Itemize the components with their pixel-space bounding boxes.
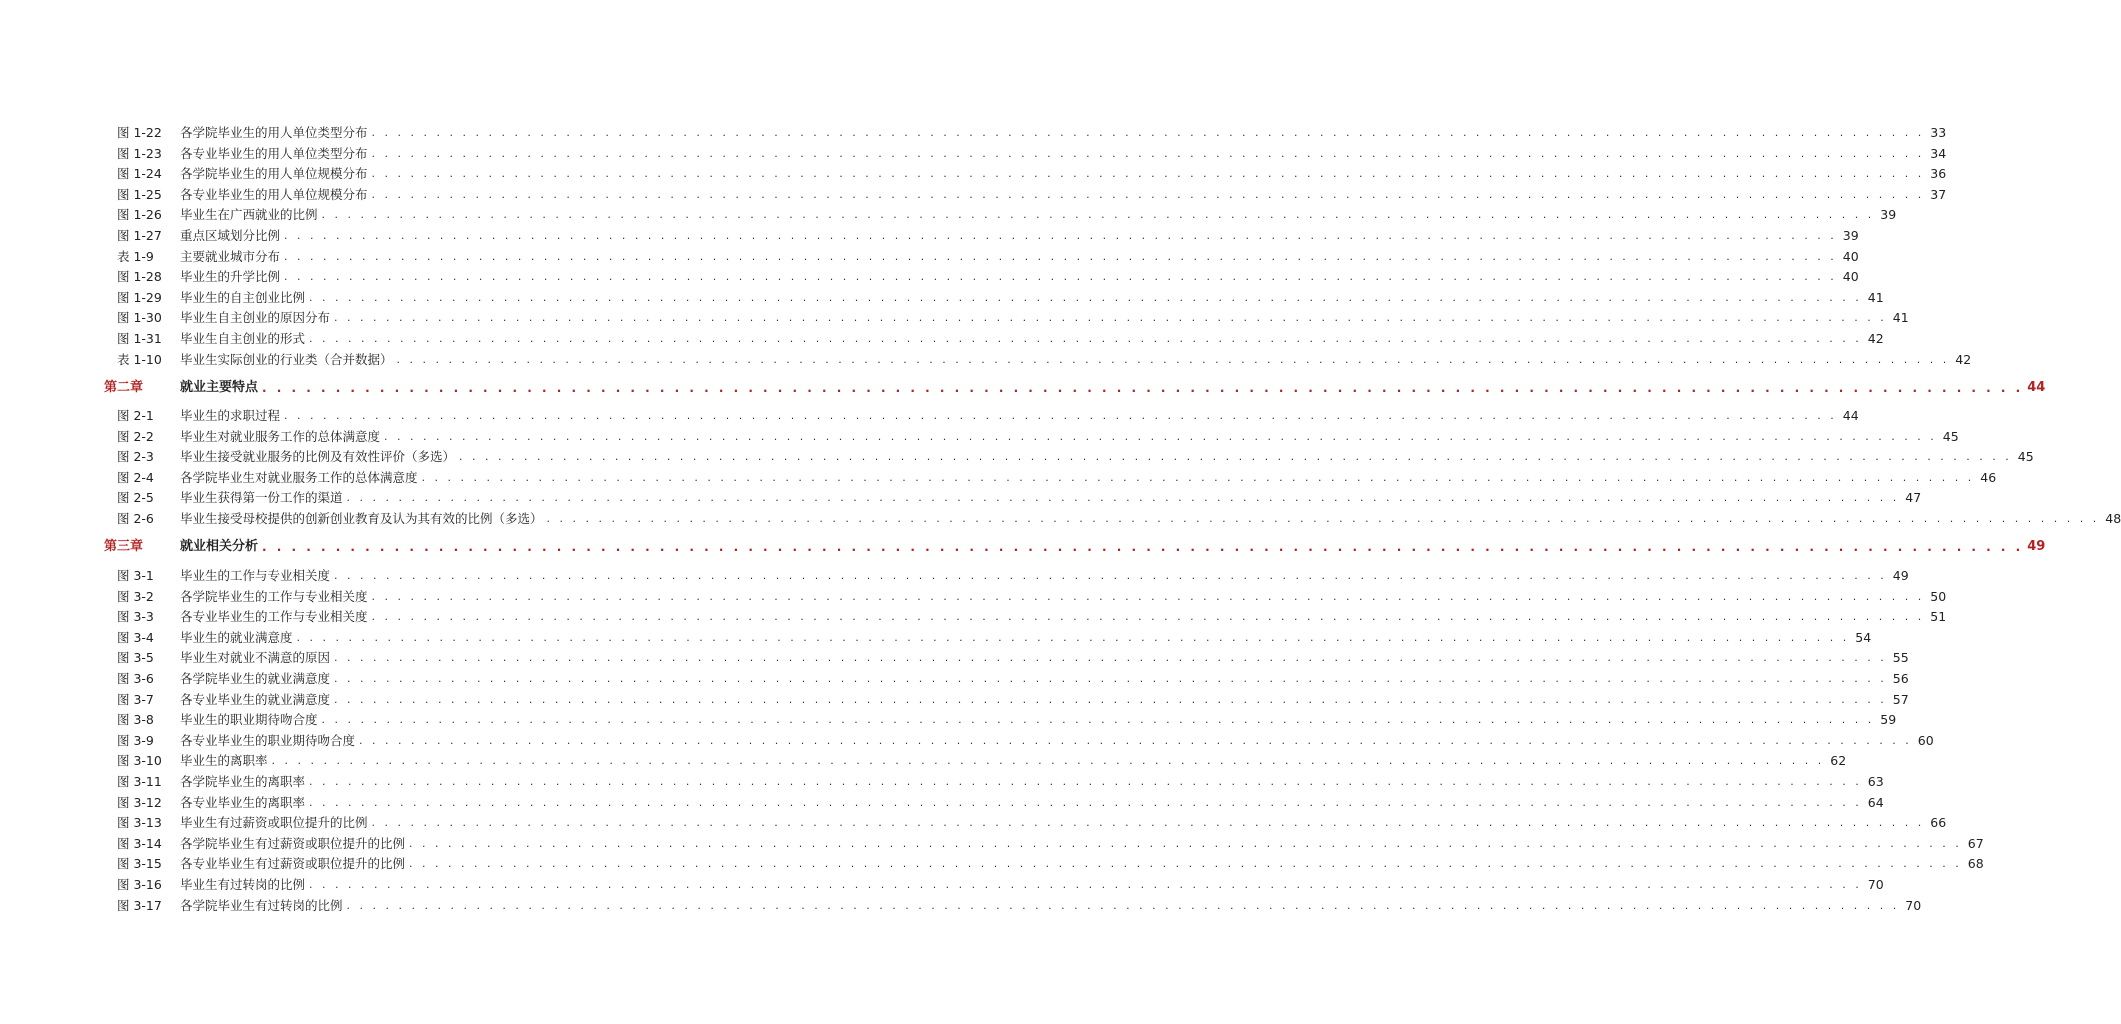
dot-leader: . . . . . . . . . . . . . . . . . . . . . . . . . . . . . . . . . . . . . . . . . . . . . . . . . . . . . . . . . . . . . . . . . . . . . . . . . . . . . . . . . . . . . . . . . . . . . . . . . . . . . . . . . . . . . . . . . . . . . . . . [346,899,1900,912]
toc-entry-label: 图 2-2 [117,429,154,444]
dot-leader: . . . . . . . . . . . . . . . . . . . . . . . . . . . . . . . . . . . . . . . . . . . . . . . . . . . . . . . . . . . . . . . . . . . . . . . . . . . . . . . . . . . . . . . . . . . . . . . . . . . . . . . . . . . . . . . . . . . . . . . . [309,878,1862,891]
toc-entry-title-line [180,468,1997,488]
toc-entry[interactable] [0,427,1959,447]
toc-entry-title-line [180,772,1884,792]
toc-entry[interactable] [0,648,1909,668]
toc-entry-title: 毕业生在广西就业的比例 [180,205,322,225]
toc-entry-label: 图 2-4 [117,470,154,485]
toc-entry-page: 48 [2099,509,2121,529]
toc-entry-title-line [180,164,1947,184]
toc-entry-page: 47 [1899,488,1921,508]
toc-entry-label: 图 3-8 [117,712,154,727]
toc-entry-title: 各学院毕业生对就业服务工作的总体满意度 [180,468,422,488]
toc-entry-label: 图 3-14 [117,836,162,851]
toc-entry-title-line [180,648,1909,668]
toc-entry-title-line [180,854,1984,874]
toc-entry[interactable] [0,509,2121,529]
toc-entry-title-line [180,447,2034,467]
toc-entry[interactable] [0,669,1909,689]
toc-entry-page: 51 [1924,607,1946,627]
dot-leader: . . . . . . . . . . . . . . . . . . . . . . . . . . . . . . . . . . . . . . . . . . . . . . . . . . . . . . . . . . . . . . . . . . . . . . . . . . . . . . . . . . . . . . . . . . . . . . . . . . . . . . . . . . . . . . . . . . . . . . . . [371,188,1925,201]
toc-entry-label: 图 3-10 [117,753,162,768]
toc-entry-label: 图 3-13 [117,815,162,830]
toc-entry[interactable] [0,793,1884,813]
toc-entry-label: 表 1-9 [117,249,154,264]
toc-entry-label: 图 1-28 [117,269,162,284]
dot-leader: . . . . . . . . . . . . . . . . . . . . . . . . . . . . . . . . . . . . . . . . . . . . . . . . . . . . . . . . . . . . . . . . . . . . . . . . . . . . . . . . . . . . . . . . . . . . . . . . . . . . . . . . . . . . . . . . . . . . . . . . [334,311,1887,324]
dot-leader: . . . . . . . . . . . . . . . . . . . . . . . . . . . . . . . . . . . . . . . . . . . . . . . . . . . . . . . . . . . . . . . . . . . . . . . . . . . . . . . . . . . . . . . . . . . . . . . . . . . . . . . . . . . . . . . . . . . . . . . . [371,590,1925,603]
toc-entry-label: 图 3-7 [117,692,154,707]
dot-leader: . . . . . . . . . . . . . . . . . . . . . . . . . . . . . . . . . . . . . . . . . . . . . . . . . . . . . . . . . . . . . . . . . . . . . . . . . . . . . . . . . . . . . . . . . . . . . . . . . . . . . . . . . . . . . . . . . . . . . . . . [371,816,1925,829]
toc-entry-title-line [180,123,1947,143]
dot-leader: . . . . . . . . . . . . . . . . . . . . . . . . . . . . . . . . . . . . . . . . . . . . . . . . . . . . . . . . . . . . . . . . . . . . . . . . . . . . . . . . . . . . . . . . . . . . . . . . . . . . . . . . . . . . . . . . . . . . . . . . [262,540,2024,554]
toc-entry-page: 55 [1887,648,1909,668]
toc-entry-title: 毕业生自主创业的原因分布 [180,308,334,328]
toc-entry-title-line [180,875,1884,895]
dot-leader: . . . . . . . . . . . . . . . . . . . . . . . . . . . . . . . . . . . . . . . . . . . . . . . . . . . . . . . . . . . . . . . . . . . . . . . . . . . . . . . . . . . . . . . . . . . . . . . . . . . . . . . . . . . . . . . . . . . . . . . . [359,734,1912,747]
chapter-title: 就业主要特点 [180,380,259,395]
toc-entry-label: 图 3-9 [117,733,154,748]
toc-entry-title: 各学院毕业生的离职率 [180,772,309,792]
toc-entry-page: 37 [1924,185,1946,205]
toc-entry-label: 图 2-5 [117,490,154,505]
toc-entry-page: 41 [1862,288,1884,308]
toc-entry-label: 图 3-1 [117,568,154,583]
toc-chapter[interactable] [0,537,2046,557]
toc-entry-label: 图 3-3 [117,609,154,624]
dot-leader: . . . . . . . . . . . . . . . . . . . . . . . . . . . . . . . . . . . . . . . . . . . . . . . . . . . . . . . . . . . . . . . . . . . . . . . . . . . . . . . . . . . . . . . . . . . . . . . . . . . . . . . . . . . . . . . . . . . . . . . . [262,381,2024,395]
chapter-page: 49 [2027,539,2046,554]
toc-entry-label: 图 3-16 [117,877,162,892]
toc-entry[interactable] [0,731,1934,751]
toc-entry[interactable] [0,566,1909,586]
toc-entry-title-line [180,185,1947,205]
dot-leader: . . . . . . . . . . . . . . . . . . . . . . . . . . . . . . . . . . . . . . . . . . . . . . . . . . . . . . . . . . . . . . . . . . . . . . . . . . . . . . . . . . . . . . . . . . . . . . . . . . . . . . . . . . . . . . . . . . . . . . . . [309,291,1862,304]
toc-entry-page: 45 [1937,427,1959,447]
toc-entry-page: 44 [1837,406,1859,426]
toc-entry-title: 各专业毕业生有过薪资或职位提升的比例 [180,854,409,874]
toc-entry-page: 67 [1962,834,1984,854]
dot-leader: . . . . . . . . . . . . . . . . . . . . . . . . . . . . . . . . . . . . . . . . . . . . . . . . . . . . . . . . . . . . . . . . . . . . . . . . . . . . . . . . . . . . . . . . . . . . . . . . . . . . . . . . . . . . . . . . . . . . . . . . [309,775,1862,788]
dot-leader: . . . . . . . . . . . . . . . . . . . . . . . . . . . . . . . . . . . . . . . . . . . . . . . . . . . . . . . . . . . . . . . . . . . . . . . . . . . . . . . . . . . . . . . . . . . . . . . . . . . . . . . . . . . . . . . . . . . . . . . . [334,651,1887,664]
toc-entry-title-line [180,509,2121,529]
dot-leader: . . . . . . . . . . . . . . . . . . . . . . . . . . . . . . . . . . . . . . . . . . . . . . . . . . . . . . . . . . . . . . . . . . . . . . . . . . . . . . . . . . . . . . . . . . . . . . . . . . . . . . . . . . . . . . . . . . . . . . . . [284,229,1837,242]
toc-entry-label: 图 2-3 [117,449,154,464]
toc-entry-title: 各学院毕业生有过转岗的比例 [180,896,347,916]
toc-entry[interactable] [0,308,1909,328]
toc-entry[interactable] [0,329,1884,349]
toc-entry-title: 各学院毕业生的用人单位类型分布 [180,123,372,143]
toc-entry-page: 45 [2012,447,2034,467]
chapter-label: 第二章 [104,380,144,395]
toc-entry-page: 40 [1837,267,1859,287]
toc-entry-page: 54 [1849,628,1871,648]
toc-entry-title-line [180,329,1884,349]
toc-entry-label: 图 3-12 [117,795,162,810]
toc-entry-title: 毕业生的自主创业比例 [180,288,309,308]
toc-entry-title: 毕业生的职业期待吻合度 [180,710,322,730]
toc-entry-title: 毕业生接受就业服务的比例及有效性评价（多选） [180,447,459,467]
toc-entry[interactable] [0,772,1884,792]
toc-entry-label: 图 1-26 [117,207,162,222]
dot-leader: . . . . . . . . . . . . . . . . . . . . . . . . . . . . . . . . . . . . . . . . . . . . . . . . . . . . . . . . . . . . . . . . . . . . . . . . . . . . . . . . . . . . . . . . . . . . . . . . . . . . . . . . . . . . . . . . . . . . . . . . [334,569,1887,582]
toc-entry-title-line [180,751,1847,771]
toc-entry-label: 图 1-24 [117,166,162,181]
toc-entry-title: 毕业生的就业满意度 [180,628,297,648]
toc-entry[interactable] [0,144,1947,164]
toc-entry[interactable] [0,628,1872,648]
toc-entry-title: 各学院毕业生的用人单位规模分布 [180,164,372,184]
toc-entry-page: 60 [1912,731,1934,751]
toc-entry-title: 主要就业城市分布 [180,247,284,267]
dot-leader: . . . . . . . . . . . . . . . . . . . . . . . . . . . . . . . . . . . . . . . . . . . . . . . . . . . . . . . . . . . . . . . . . . . . . . . . . . . . . . . . . . . . . . . . . . . . . . . . . . . . . . . . . . . . . . . . . . . . . . . . [371,126,1925,139]
toc-entry-title: 毕业生有过转岗的比例 [180,875,309,895]
toc-entry[interactable] [0,834,1984,854]
dot-leader: . . . . . . . . . . . . . . . . . . . . . . . . . . . . . . . . . . . . . . . . . . . . . . . . . . . . . . . . . . . . . . . . . . . . . . . . . . . . . . . . . . . . . . . . . . . . . . . . . . . . . . . . . . . . . . . . . . . . . . . . [409,857,1962,870]
toc-entry-title-line [180,267,1859,287]
dot-leader: . . . . . . . . . . . . . . . . . . . . . . . . . . . . . . . . . . . . . . . . . . . . . . . . . . . . . . . . . . . . . . . . . . . . . . . . . . . . . . . . . . . . . . . . . . . . . . . . . . . . . . . . . . . . . . . . . . . . . . . . [371,167,1925,180]
toc-entry-title: 各学院毕业生的就业满意度 [180,669,334,689]
toc-entry-label: 图 3-11 [117,774,162,789]
toc-entry-page: 64 [1862,793,1884,813]
toc-entry-title: 各学院毕业生有过薪资或职位提升的比例 [180,834,409,854]
dot-leader: . . . . . . . . . . . . . . . . . . . . . . . . . . . . . . . . . . . . . . . . . . . . . . . . . . . . . . . . . . . . . . . . . . . . . . . . . . . . . . . . . . . . . . . . . . . . . . . . . . . . . . . . . . . . . . . . . . . . . . . . [284,409,1837,422]
toc-entry-label: 图 1-25 [117,187,162,202]
toc-entry-label: 图 2-6 [117,511,154,526]
toc-entry-title: 各专业毕业生的用人单位规模分布 [180,185,372,205]
toc-entry-title-line [180,205,1897,225]
toc-entry-title: 各专业毕业生的工作与专业相关度 [180,607,372,627]
dot-leader: . . . . . . . . . . . . . . . . . . . . . . . . . . . . . . . . . . . . . . . . . . . . . . . . . . . . . . . . . . . . . . . . . . . . . . . . . . . . . . . . . . . . . . . . . . . . . . . . . . . . . . . . . . . . . . . . . . . . . . . . [459,450,2012,463]
toc-entry-label: 图 1-31 [117,331,162,346]
toc-entry[interactable] [0,710,1897,730]
toc-entry-page: 68 [1962,854,1984,874]
toc-entry[interactable] [0,226,1859,246]
toc-entry-label: 图 1-30 [117,310,162,325]
toc-entry-page: 59 [1874,710,1896,730]
chapter-title-line [180,378,2046,398]
toc-entry-title: 重点区域划分比例 [180,226,284,246]
toc-entry-title: 各专业毕业生的就业满意度 [180,690,334,710]
toc-entry[interactable] [0,185,1947,205]
dot-leader: . . . . . . . . . . . . . . . . . . . . . . . . . . . . . . . . . . . . . . . . . . . . . . . . . . . . . . . . . . . . . . . . . . . . . . . . . . . . . . . . . . . . . . . . . . . . . . . . . . . . . . . . . . . . . . . . . . . . . . . . [309,796,1862,809]
toc-entry-page: 33 [1924,123,1946,143]
toc-entry-title-line [180,406,1859,426]
dot-leader: . . . . . . . . . . . . . . . . . . . . . . . . . . . . . . . . . . . . . . . . . . . . . . . . . . . . . . . . . . . . . . . . . . . . . . . . . . . . . . . . . . . . . . . . . . . . . . . . . . . . . . . . . . . . . . . . . . . . . . . . [409,837,1962,850]
toc-entry[interactable] [0,406,1859,426]
toc-entry-title: 毕业生的求职过程 [180,406,284,426]
toc-entry-title: 各专业毕业生的离职率 [180,793,309,813]
toc-entry-label: 图 1-23 [117,146,162,161]
toc-entry-page: 41 [1887,308,1909,328]
toc-entry[interactable] [0,896,1922,916]
toc-entry-title: 各专业毕业生的职业期待吻合度 [180,731,359,751]
toc-entry[interactable] [0,350,1972,370]
toc-entry-page: 46 [1974,468,1996,488]
toc-entry-title: 毕业生获得第一份工作的渠道 [180,488,347,508]
toc-entry[interactable] [0,123,1947,143]
toc-entry-label: 图 1-27 [117,228,162,243]
toc-entry[interactable] [0,488,1922,508]
toc-entry-title-line [180,566,1909,586]
toc-entry-page: 49 [1887,566,1909,586]
toc-entry[interactable] [0,247,1859,267]
chapter-title-line [180,537,2046,557]
toc-entry-page: 36 [1924,164,1946,184]
toc-entry-title: 毕业生的工作与专业相关度 [180,566,334,586]
toc-entry-page: 39 [1837,226,1859,246]
dot-leader: . . . . . . . . . . . . . . . . . . . . . . . . . . . . . . . . . . . . . . . . . . . . . . . . . . . . . . . . . . . . . . . . . . . . . . . . . . . . . . . . . . . . . . . . . . . . . . . . . . . . . . . . . . . . . . . . . . . . . . . . [396,353,1950,366]
toc-entry-title-line [180,226,1859,246]
dot-leader: . . . . . . . . . . . . . . . . . . . . . . . . . . . . . . . . . . . . . . . . . . . . . . . . . . . . . . . . . . . . . . . . . . . . . . . . . . . . . . . . . . . . . . . . . . . . . . . . . . . . . . . . . . . . . . . . . . . . . . . . [284,250,1837,263]
toc-entry-label: 图 1-22 [117,125,162,140]
toc-entry-title: 毕业生对就业服务工作的总体满意度 [180,427,384,447]
toc-entry[interactable] [0,205,1897,225]
dot-leader: . . . . . . . . . . . . . . . . . . . . . . . . . . . . . . . . . . . . . . . . . . . . . . . . . . . . . . . . . . . . . . . . . . . . . . . . . . . . . . . . . . . . . . . . . . . . . . . . . . . . . . . . . . . . . . . . . . . . . . . . [296,631,1850,644]
chapter-label: 第三章 [104,539,144,554]
toc-entry-label: 图 3-15 [117,856,162,871]
toc-entry[interactable] [0,587,1947,607]
toc-entry-page: 57 [1887,690,1909,710]
toc-entry-page: 39 [1874,205,1896,225]
dot-leader: . . . . . . . . . . . . . . . . . . . . . . . . . . . . . . . . . . . . . . . . . . . . . . . . . . . . . . . . . . . . . . . . . . . . . . . . . . . . . . . . . . . . . . . . . . . . . . . . . . . . . . . . . . . . . . . . . . . . . . . . [334,693,1887,706]
toc-entry-title: 毕业生的升学比例 [180,267,284,287]
toc-entry-title-line [180,628,1872,648]
toc-entry-label: 表 1-10 [117,352,162,367]
toc-entry[interactable] [0,607,1947,627]
dot-leader: . . . . . . . . . . . . . . . . . . . . . . . . . . . . . . . . . . . . . . . . . . . . . . . . . . . . . . . . . . . . . . . . . . . . . . . . . . . . . . . . . . . . . . . . . . . . . . . . . . . . . . . . . . . . . . . . . . . . . . . . [546,512,2100,525]
dot-leader: . . . . . . . . . . . . . . . . . . . . . . . . . . . . . . . . . . . . . . . . . . . . . . . . . . . . . . . . . . . . . . . . . . . . . . . . . . . . . . . . . . . . . . . . . . . . . . . . . . . . . . . . . . . . . . . . . . . . . . . . [346,491,1900,504]
toc-entry-title-line [180,896,1922,916]
toc-entry-page: 42 [1949,350,1971,370]
toc-entry-page: 66 [1924,813,1946,833]
dot-leader: . . . . . . . . . . . . . . . . . . . . . . . . . . . . . . . . . . . . . . . . . . . . . . . . . . . . . . . . . . . . . . . . . . . . . . . . . . . . . . . . . . . . . . . . . . . . . . . . . . . . . . . . . . . . . . . . . . . . . . . . [371,610,1925,623]
toc-entry-title-line [180,731,1934,751]
toc-entry-title: 毕业生对就业不满意的原因 [180,648,334,668]
toc-entry-title-line [180,427,1959,447]
toc-entry-label: 图 3-17 [117,898,162,913]
toc-entry-page: 62 [1824,751,1846,771]
toc-entry-page: 50 [1924,587,1946,607]
toc-entry-title-line [180,690,1909,710]
toc-entry-title-line [180,350,1972,370]
toc-entry-title-line [180,834,1984,854]
toc-entry-title: 毕业生有过薪资或职位提升的比例 [180,813,372,833]
toc-entry-title: 毕业生自主创业的形式 [180,329,309,349]
toc-entry[interactable] [0,288,1884,308]
toc-entry-page: 40 [1837,247,1859,267]
toc-entry[interactable] [0,751,1847,771]
dot-leader: . . . . . . . . . . . . . . . . . . . . . . . . . . . . . . . . . . . . . . . . . . . . . . . . . . . . . . . . . . . . . . . . . . . . . . . . . . . . . . . . . . . . . . . . . . . . . . . . . . . . . . . . . . . . . . . . . . . . . . . . [371,147,1925,160]
toc-entry-label: 图 1-29 [117,290,162,305]
toc-entry-label: 图 3-5 [117,650,154,665]
toc-entry[interactable] [0,875,1884,895]
toc-entry-title: 毕业生的离职率 [180,751,272,771]
dot-leader: . . . . . . . . . . . . . . . . . . . . . . . . . . . . . . . . . . . . . . . . . . . . . . . . . . . . . . . . . . . . . . . . . . . . . . . . . . . . . . . . . . . . . . . . . . . . . . . . . . . . . . . . . . . . . . . . . . . . . . . . [309,332,1862,345]
toc-entry-page: 70 [1899,896,1921,916]
toc-entry[interactable] [0,854,1984,874]
toc-entry-label: 图 3-6 [117,671,154,686]
dot-leader: . . . . . . . . . . . . . . . . . . . . . . . . . . . . . . . . . . . . . . . . . . . . . . . . . . . . . . . . . . . . . . . . . . . . . . . . . . . . . . . . . . . . . . . . . . . . . . . . . . . . . . . . . . . . . . . . . . . . . . . . [271,754,1825,767]
toc-entry-page: 63 [1862,772,1884,792]
toc-entry-label: 图 3-2 [117,589,154,604]
toc-entry-title-line [180,813,1947,833]
toc-entry-title: 毕业生实际创业的行业类（合并数据） [180,350,397,370]
toc-entry[interactable] [0,267,1859,287]
toc-chapter[interactable] [0,378,2046,398]
dot-leader: . . . . . . . . . . . . . . . . . . . . . . . . . . . . . . . . . . . . . . . . . . . . . . . . . . . . . . . . . . . . . . . . . . . . . . . . . . . . . . . . . . . . . . . . . . . . . . . . . . . . . . . . . . . . . . . . . . . . . . . . [321,713,1875,726]
toc-entry[interactable] [0,468,1997,488]
toc-entry-title-line [180,607,1947,627]
chapter-page: 44 [2027,380,2046,395]
toc-entry-page: 42 [1862,329,1884,349]
toc-entry[interactable] [0,447,2034,467]
toc-entry[interactable] [0,813,1947,833]
dot-leader: . . . . . . . . . . . . . . . . . . . . . . . . . . . . . . . . . . . . . . . . . . . . . . . . . . . . . . . . . . . . . . . . . . . . . . . . . . . . . . . . . . . . . . . . . . . . . . . . . . . . . . . . . . . . . . . . . . . . . . . . [421,471,1975,484]
toc-entry-title: 毕业生接受母校提供的创新创业教育及认为其有效的比例（多选） [180,509,547,529]
dot-leader: . . . . . . . . . . . . . . . . . . . . . . . . . . . . . . . . . . . . . . . . . . . . . . . . . . . . . . . . . . . . . . . . . . . . . . . . . . . . . . . . . . . . . . . . . . . . . . . . . . . . . . . . . . . . . . . . . . . . . . . . [321,208,1875,221]
toc-entry-title-line [180,587,1947,607]
toc-entry[interactable] [0,690,1909,710]
toc-entry-title-line [180,144,1947,164]
toc-entry-title: 各学院毕业生的工作与专业相关度 [180,587,372,607]
toc-entry-page: 70 [1862,875,1884,895]
toc-entry-label: 图 2-1 [117,408,154,423]
toc-entry-title: 各专业毕业生的用人单位类型分布 [180,144,372,164]
toc-entry-label: 图 3-4 [117,630,154,645]
toc-entry-title-line [180,308,1909,328]
toc-entry-title-line [180,488,1922,508]
toc-entry-title-line [180,247,1859,267]
dot-leader: . . . . . . . . . . . . . . . . . . . . . . . . . . . . . . . . . . . . . . . . . . . . . . . . . . . . . . . . . . . . . . . . . . . . . . . . . . . . . . . . . . . . . . . . . . . . . . . . . . . . . . . . . . . . . . . . . . . . . . . . [334,672,1887,685]
toc-entry-page: 34 [1924,144,1946,164]
chapter-title: 就业相关分析 [180,539,259,554]
toc-entry-title-line [180,669,1909,689]
toc-entry-title-line [180,793,1884,813]
toc-entry-title-line [180,710,1897,730]
dot-leader: . . . . . . . . . . . . . . . . . . . . . . . . . . . . . . . . . . . . . . . . . . . . . . . . . . . . . . . . . . . . . . . . . . . . . . . . . . . . . . . . . . . . . . . . . . . . . . . . . . . . . . . . . . . . . . . . . . . . . . . . [384,430,1937,443]
dot-leader: . . . . . . . . . . . . . . . . . . . . . . . . . . . . . . . . . . . . . . . . . . . . . . . . . . . . . . . . . . . . . . . . . . . . . . . . . . . . . . . . . . . . . . . . . . . . . . . . . . . . . . . . . . . . . . . . . . . . . . . . [284,270,1837,283]
toc-entry-title-line [180,288,1884,308]
toc-entry-page: 56 [1887,669,1909,689]
toc-entry[interactable] [0,164,1947,184]
